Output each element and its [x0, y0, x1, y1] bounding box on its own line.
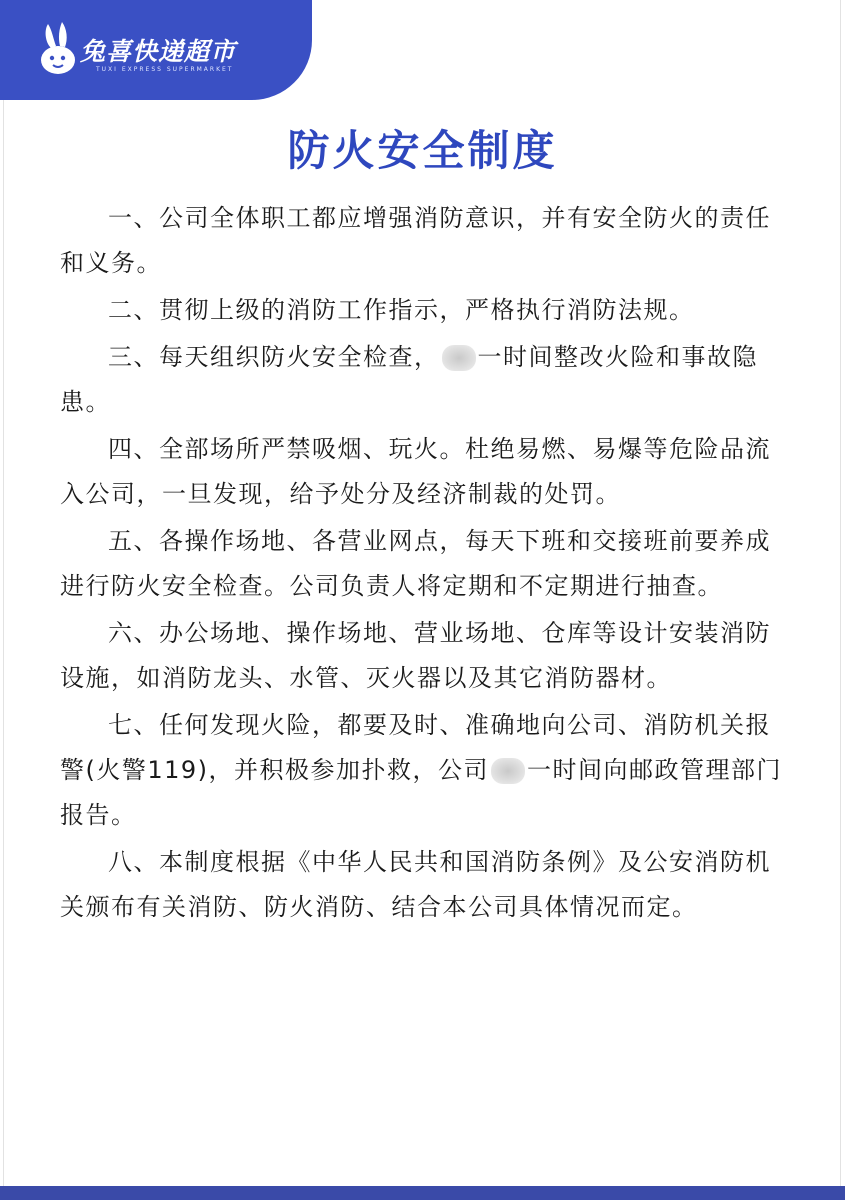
brand-name: 兔喜快递超市: [80, 37, 237, 66]
rule-item: 八、本制度根据《中华人民共和国消防条例》及公安消防机关颁布有关消防、防火消防、结合本公司具体情况而定。: [60, 848, 771, 921]
brand-subtitle: TUXI EXPRESS SUPERMARKET: [96, 66, 234, 73]
rule-item: 五、各操作场地、各营业网点，每天下班和交接班前要养成进行防火安全检查。公司负责人将定期和不定期进行抽查。: [60, 527, 771, 600]
rule-item: 四、全部场所严禁吸烟、玩火。杜绝易燃、易爆等危险品流入公司，一旦发现，给予处分及经济制裁的处罚。: [60, 435, 771, 508]
rabbit-icon: [38, 20, 78, 78]
redaction-blur: [442, 345, 476, 371]
rule-item: [60, 335, 790, 425]
rule-item: 六、办公场地、操作场地、营业场地、仓库等设计安装消防设施，如消防龙头、水管、灭火器以及其它消防器材。: [60, 619, 771, 692]
rule-item: [60, 703, 790, 838]
rule-text-before: 三、每天组织防火安全检查，: [108, 343, 440, 371]
rules-list: [60, 196, 790, 932]
brand-header: [0, 0, 312, 100]
rule-text-before: 七、任何发现火险，都要及时、准确地向公司、消防机关报警(火警119)，并积极参加扑救，公司: [60, 711, 771, 784]
rule-item: 二、贯彻上级的消防工作指示，严格执行消防法规。: [108, 296, 695, 324]
document-title: 防火安全制度: [287, 126, 558, 175]
redaction-blur: [491, 758, 525, 784]
rule-text-after: 一时间向邮政管理部门报告。: [60, 756, 783, 829]
footer-bar: [0, 1186, 845, 1200]
rule-text-after: 一时间整改火险和事故隐患。: [60, 343, 758, 416]
rule-item: 一、公司全体职工都应增强消防意识，并有安全防火的责任和义务。: [60, 204, 771, 277]
